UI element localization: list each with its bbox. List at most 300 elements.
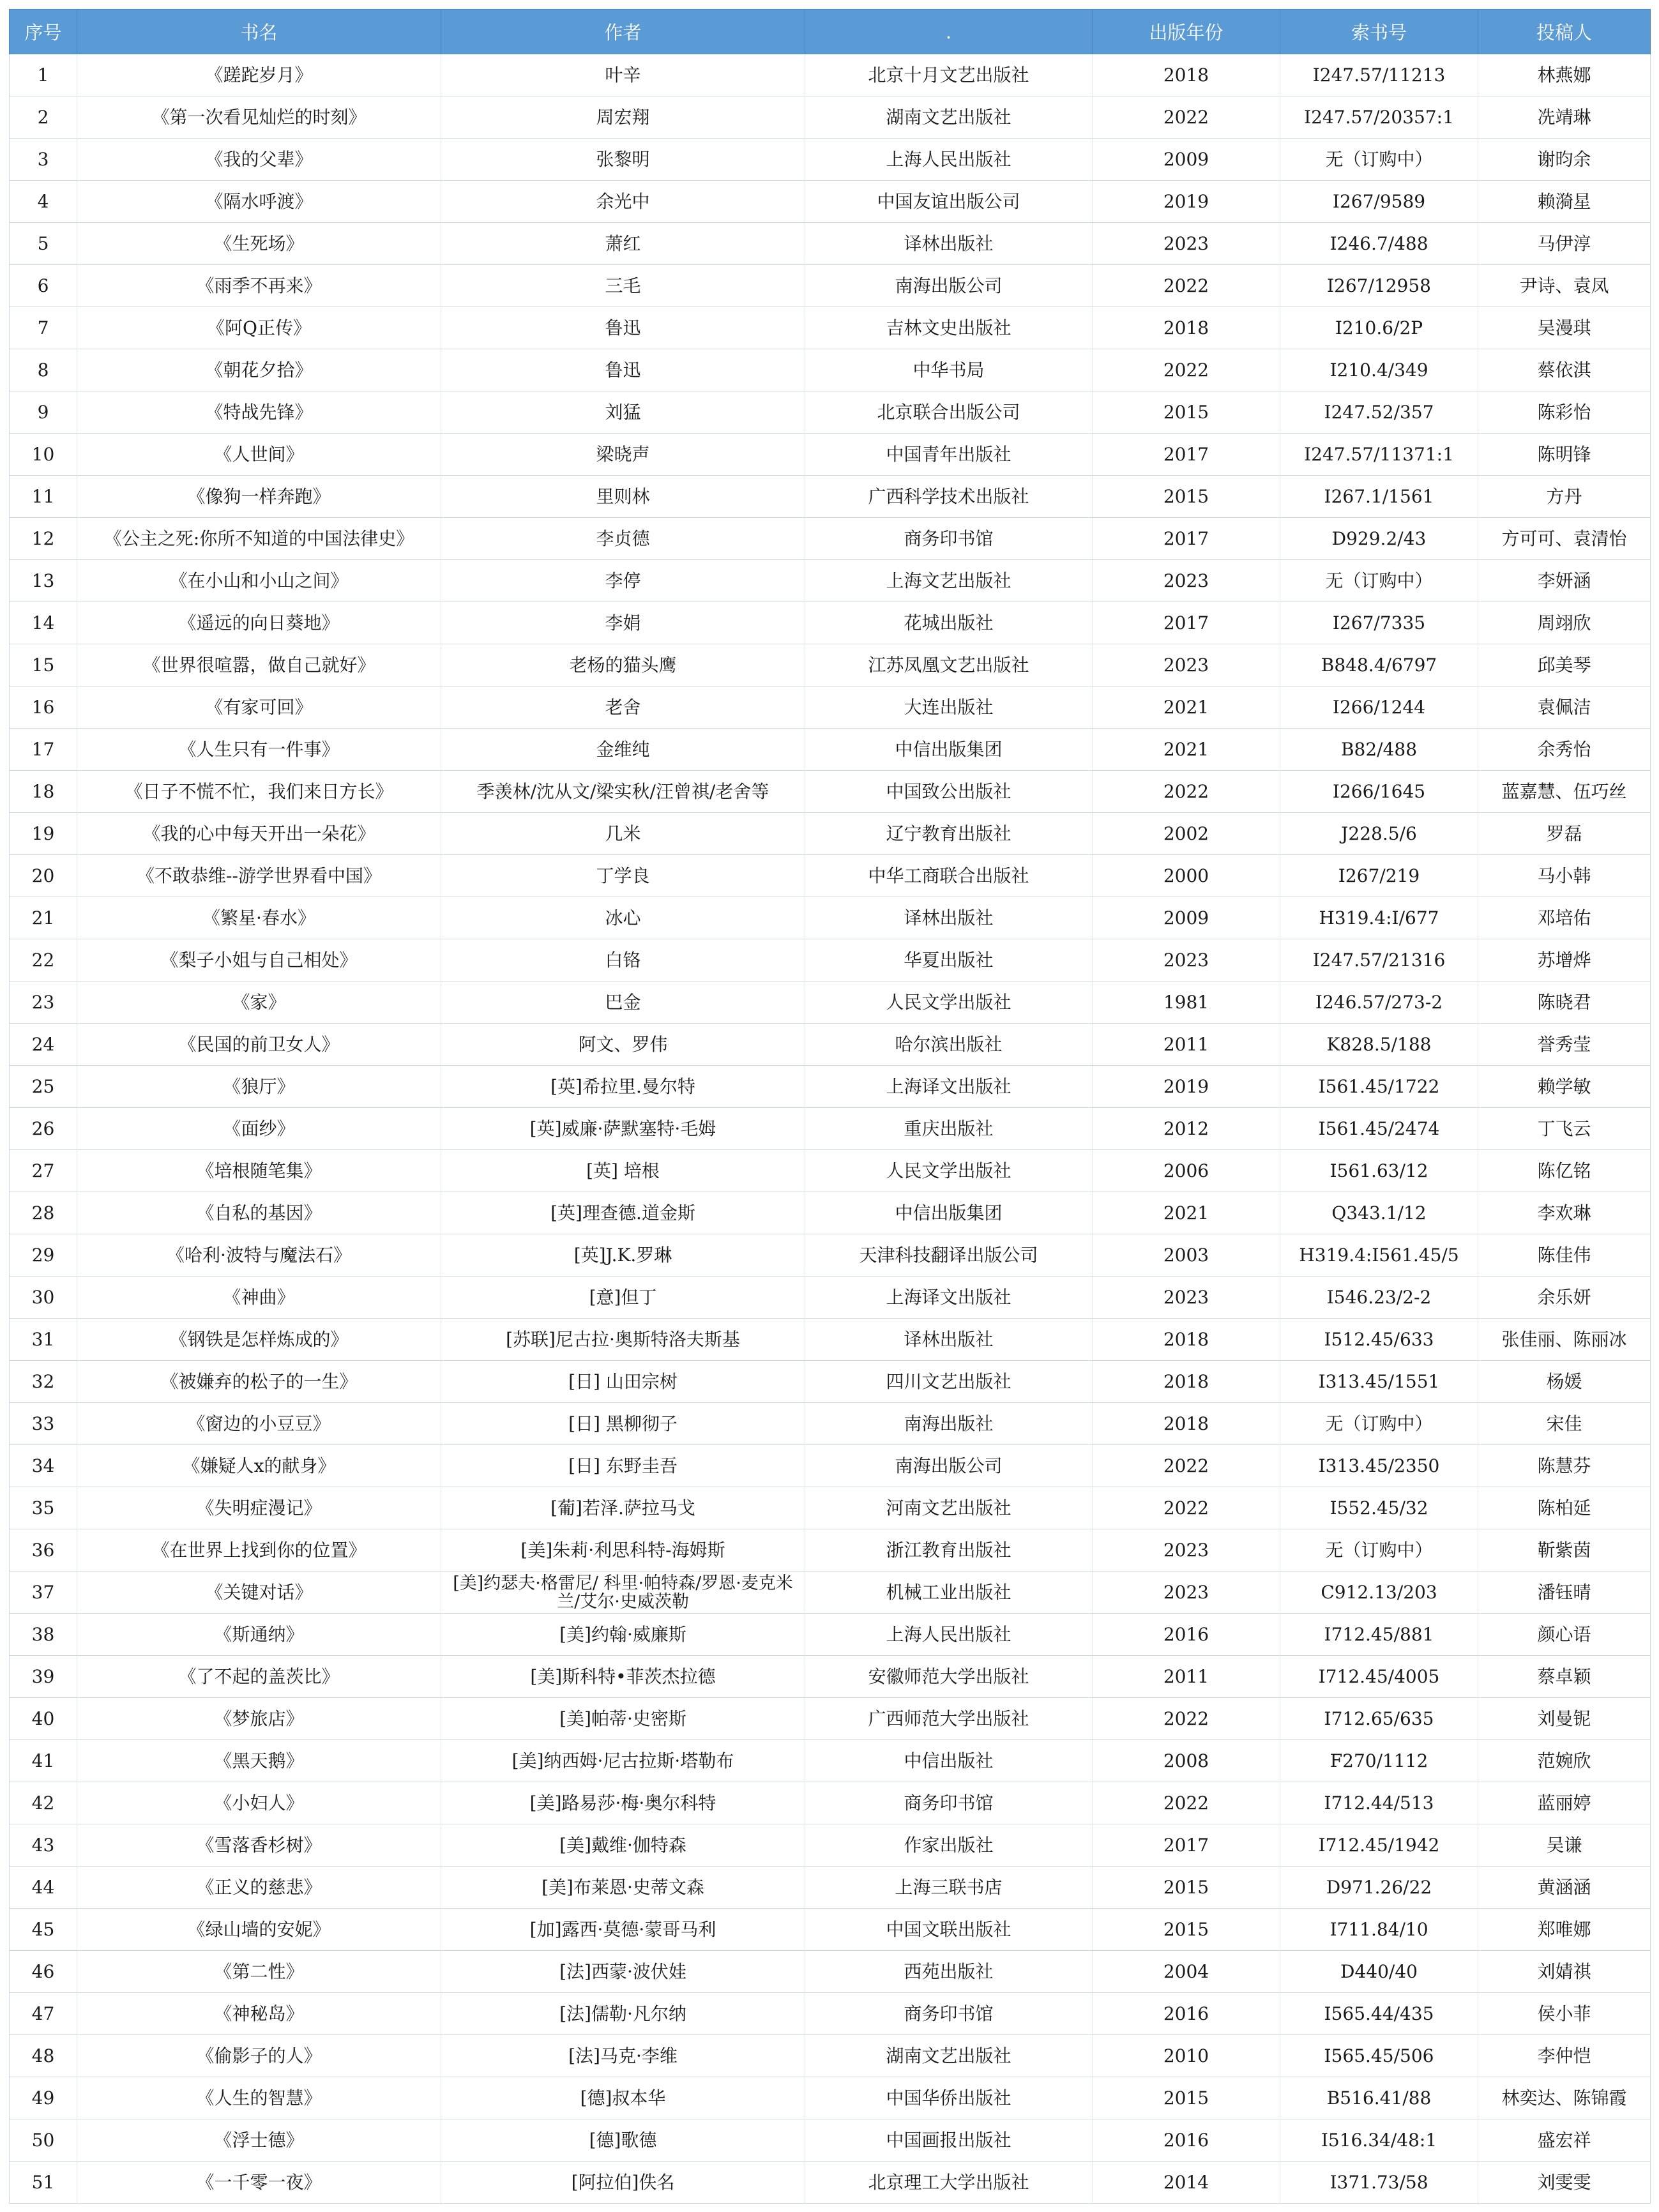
call-number-cell[interactable]: I711.84/10 [1280, 1909, 1478, 1951]
title-cell[interactable]: 《面纱》 [77, 1108, 441, 1150]
index-cell[interactable]: 8 [10, 349, 77, 391]
author-cell[interactable]: [法]儒勒·凡尔纳 [441, 1993, 805, 2035]
publisher-cell[interactable]: 大连出版社 [805, 686, 1093, 729]
year-cell[interactable]: 2010 [1093, 2035, 1280, 2077]
contributor-cell[interactable]: 郑唯娜 [1478, 1909, 1651, 1951]
contributor-cell[interactable]: 蓝丽婷 [1478, 1782, 1651, 1824]
publisher-cell[interactable]: 北京十月文艺出版社 [805, 54, 1093, 96]
contributor-cell[interactable]: 黄涵涵 [1478, 1867, 1651, 1909]
call-number-cell[interactable]: I210.4/349 [1280, 349, 1478, 391]
title-cell[interactable]: 《生死场》 [77, 223, 441, 265]
year-cell[interactable]: 2023 [1093, 644, 1280, 686]
publisher-cell[interactable]: 西苑出版社 [805, 1951, 1093, 1993]
contributor-cell[interactable]: 邱美琴 [1478, 644, 1651, 686]
publisher-cell[interactable]: 安徽师范大学出版社 [805, 1656, 1093, 1698]
contributor-cell[interactable]: 林奕达、陈锦霞 [1478, 2077, 1651, 2119]
index-cell[interactable]: 18 [10, 771, 77, 813]
call-number-cell[interactable]: I246.7/488 [1280, 223, 1478, 265]
header-cell-contributor[interactable]: 投稿人 [1478, 10, 1651, 54]
index-cell[interactable]: 6 [10, 265, 77, 307]
index-cell[interactable]: 48 [10, 2035, 77, 2077]
title-cell[interactable]: 《像狗一样奔跑》 [77, 476, 441, 518]
author-cell[interactable]: 刘猛 [441, 391, 805, 434]
contributor-cell[interactable]: 杨媛 [1478, 1361, 1651, 1403]
publisher-cell[interactable]: 中国青年出版社 [805, 434, 1093, 476]
contributor-cell[interactable]: 陈明锋 [1478, 434, 1651, 476]
contributor-cell[interactable]: 蔡卓颖 [1478, 1656, 1651, 1698]
year-cell[interactable]: 2023 [1093, 1276, 1280, 1319]
call-number-cell[interactable]: I565.45/506 [1280, 2035, 1478, 2077]
call-number-cell[interactable]: H319.4:I/677 [1280, 897, 1478, 939]
contributor-cell[interactable]: 陈彩怡 [1478, 391, 1651, 434]
contributor-cell[interactable]: 方丹 [1478, 476, 1651, 518]
call-number-cell[interactable]: I712.45/881 [1280, 1614, 1478, 1656]
title-cell[interactable]: 《正义的慈悲》 [77, 1867, 441, 1909]
author-cell[interactable]: [德]歌德 [441, 2119, 805, 2162]
year-cell[interactable]: 2022 [1093, 1487, 1280, 1529]
year-cell[interactable]: 2023 [1093, 1572, 1280, 1614]
year-cell[interactable]: 2009 [1093, 897, 1280, 939]
title-cell[interactable]: 《人世间》 [77, 434, 441, 476]
contributor-cell[interactable]: 李妍涵 [1478, 560, 1651, 602]
call-number-cell[interactable]: I561.45/1722 [1280, 1066, 1478, 1108]
author-cell[interactable]: [日] 东野圭吾 [441, 1445, 805, 1487]
contributor-cell[interactable]: 马伊淳 [1478, 223, 1651, 265]
index-cell[interactable]: 13 [10, 560, 77, 602]
author-cell[interactable]: 季羡林/沈从文/梁实秋/汪曾祺/老舍等 [441, 771, 805, 813]
index-cell[interactable]: 16 [10, 686, 77, 729]
year-cell[interactable]: 2023 [1093, 939, 1280, 981]
call-number-cell[interactable]: B82/488 [1280, 729, 1478, 771]
title-cell[interactable]: 《世界很喧嚣，做自己就好》 [77, 644, 441, 686]
call-number-cell[interactable]: F270/1112 [1280, 1740, 1478, 1782]
call-number-cell[interactable]: I266/1645 [1280, 771, 1478, 813]
call-number-cell[interactable]: I313.45/2350 [1280, 1445, 1478, 1487]
index-cell[interactable]: 21 [10, 897, 77, 939]
title-cell[interactable]: 《第二性》 [77, 1951, 441, 1993]
publisher-cell[interactable]: 四川文艺出版社 [805, 1361, 1093, 1403]
author-cell[interactable]: [苏联]尼古拉·奥斯特洛夫斯基 [441, 1319, 805, 1361]
call-number-cell[interactable]: I247.57/20357:1 [1280, 96, 1478, 139]
contributor-cell[interactable]: 罗磊 [1478, 813, 1651, 855]
contributor-cell[interactable]: 吴谦 [1478, 1824, 1651, 1867]
year-cell[interactable]: 2023 [1093, 223, 1280, 265]
year-cell[interactable]: 2022 [1093, 349, 1280, 391]
publisher-cell[interactable]: 湖南文艺出版社 [805, 96, 1093, 139]
header-cell-title[interactable]: 书名 [77, 10, 441, 54]
index-cell[interactable]: 22 [10, 939, 77, 981]
call-number-cell[interactable]: I247.57/21316 [1280, 939, 1478, 981]
call-number-cell[interactable]: B848.4/6797 [1280, 644, 1478, 686]
index-cell[interactable]: 9 [10, 391, 77, 434]
index-cell[interactable]: 2 [10, 96, 77, 139]
index-cell[interactable]: 5 [10, 223, 77, 265]
contributor-cell[interactable]: 冼靖琳 [1478, 96, 1651, 139]
index-cell[interactable]: 12 [10, 518, 77, 560]
header-cell-index[interactable]: 序号 [10, 10, 77, 54]
author-cell[interactable]: 李贞德 [441, 518, 805, 560]
year-cell[interactable]: 2016 [1093, 1993, 1280, 2035]
contributor-cell[interactable]: 苏增烨 [1478, 939, 1651, 981]
call-number-cell[interactable]: I552.45/32 [1280, 1487, 1478, 1529]
call-number-cell[interactable]: D929.2/43 [1280, 518, 1478, 560]
year-cell[interactable]: 2017 [1093, 518, 1280, 560]
author-cell[interactable]: 老杨的猫头鹰 [441, 644, 805, 686]
index-cell[interactable]: 47 [10, 1993, 77, 2035]
title-cell[interactable]: 《公主之死:你所不知道的中国法律史》 [77, 518, 441, 560]
index-cell[interactable]: 14 [10, 602, 77, 644]
index-cell[interactable]: 43 [10, 1824, 77, 1867]
contributor-cell[interactable]: 宋佳 [1478, 1403, 1651, 1445]
contributor-cell[interactable]: 靳紫茵 [1478, 1529, 1651, 1572]
title-cell[interactable]: 《人生的智慧》 [77, 2077, 441, 2119]
index-cell[interactable]: 3 [10, 139, 77, 181]
title-cell[interactable]: 《嫌疑人x的献身》 [77, 1445, 441, 1487]
contributor-cell[interactable]: 范婉欣 [1478, 1740, 1651, 1782]
year-cell[interactable]: 2023 [1093, 560, 1280, 602]
publisher-cell[interactable]: 广西师范大学出版社 [805, 1698, 1093, 1740]
year-cell[interactable]: 2018 [1093, 1319, 1280, 1361]
publisher-cell[interactable]: 中华书局 [805, 349, 1093, 391]
call-number-cell[interactable]: I516.34/48:1 [1280, 2119, 1478, 2162]
author-cell[interactable]: [德]叔本华 [441, 2077, 805, 2119]
index-cell[interactable]: 49 [10, 2077, 77, 2119]
year-cell[interactable]: 2017 [1093, 434, 1280, 476]
header-cell-year[interactable]: 出版年份 [1093, 10, 1280, 54]
year-cell[interactable]: 2012 [1093, 1108, 1280, 1150]
index-cell[interactable]: 27 [10, 1150, 77, 1192]
index-cell[interactable]: 51 [10, 2162, 77, 2204]
title-cell[interactable]: 《阿Q正传》 [77, 307, 441, 349]
author-cell[interactable]: [日] 山田宗树 [441, 1361, 805, 1403]
author-cell[interactable]: [英]J.K.罗琳 [441, 1234, 805, 1276]
author-cell[interactable]: 里则林 [441, 476, 805, 518]
publisher-cell[interactable]: 南海出版社 [805, 1403, 1093, 1445]
publisher-cell[interactable]: 华夏出版社 [805, 939, 1093, 981]
index-cell[interactable]: 29 [10, 1234, 77, 1276]
title-cell[interactable]: 《被嫌弃的松子的一生》 [77, 1361, 441, 1403]
call-number-cell[interactable]: I247.52/357 [1280, 391, 1478, 434]
call-number-cell[interactable]: B516.41/88 [1280, 2077, 1478, 2119]
publisher-cell[interactable]: 江苏凤凰文艺出版社 [805, 644, 1093, 686]
publisher-cell[interactable]: 商务印书馆 [805, 518, 1093, 560]
author-cell[interactable]: [美]纳西姆·尼古拉斯·塔勒布 [441, 1740, 805, 1782]
year-cell[interactable]: 2018 [1093, 1403, 1280, 1445]
contributor-cell[interactable]: 蔡依淇 [1478, 349, 1651, 391]
author-cell[interactable]: 张黎明 [441, 139, 805, 181]
contributor-cell[interactable]: 李欢琳 [1478, 1192, 1651, 1234]
title-cell[interactable]: 《绿山墙的安妮》 [77, 1909, 441, 1951]
publisher-cell[interactable]: 上海译文出版社 [805, 1066, 1093, 1108]
author-cell[interactable]: [意]但丁 [441, 1276, 805, 1319]
author-cell[interactable]: 冰心 [441, 897, 805, 939]
year-cell[interactable]: 2021 [1093, 1192, 1280, 1234]
author-cell[interactable]: 三毛 [441, 265, 805, 307]
index-cell[interactable]: 25 [10, 1066, 77, 1108]
contributor-cell[interactable]: 盛宏祥 [1478, 2119, 1651, 2162]
call-number-cell[interactable]: I712.65/635 [1280, 1698, 1478, 1740]
index-cell[interactable]: 10 [10, 434, 77, 476]
index-cell[interactable]: 35 [10, 1487, 77, 1529]
contributor-cell[interactable]: 刘曼铌 [1478, 1698, 1651, 1740]
publisher-cell[interactable]: 南海出版公司 [805, 265, 1093, 307]
title-cell[interactable]: 《我的父辈》 [77, 139, 441, 181]
year-cell[interactable]: 2022 [1093, 96, 1280, 139]
title-cell[interactable]: 《第一次看见灿烂的时刻》 [77, 96, 441, 139]
call-number-cell[interactable]: I267/219 [1280, 855, 1478, 897]
index-cell[interactable]: 31 [10, 1319, 77, 1361]
index-cell[interactable]: 46 [10, 1951, 77, 1993]
title-cell[interactable]: 《不敢恭维--游学世界看中国》 [77, 855, 441, 897]
publisher-cell[interactable]: 上海人民出版社 [805, 139, 1093, 181]
index-cell[interactable]: 4 [10, 181, 77, 223]
author-cell[interactable]: 余光中 [441, 181, 805, 223]
year-cell[interactable]: 2018 [1093, 307, 1280, 349]
title-cell[interactable]: 《蹉跎岁月》 [77, 54, 441, 96]
publisher-cell[interactable]: 商务印书馆 [805, 1782, 1093, 1824]
year-cell[interactable]: 2017 [1093, 602, 1280, 644]
index-cell[interactable]: 1 [10, 54, 77, 96]
call-number-cell[interactable]: C912.13/203 [1280, 1572, 1478, 1614]
contributor-cell[interactable]: 谢昀余 [1478, 139, 1651, 181]
title-cell[interactable]: 《朝花夕拾》 [77, 349, 441, 391]
call-number-cell[interactable]: I267/9589 [1280, 181, 1478, 223]
index-cell[interactable]: 30 [10, 1276, 77, 1319]
index-cell[interactable]: 20 [10, 855, 77, 897]
contributor-cell[interactable]: 刘婧祺 [1478, 1951, 1651, 1993]
year-cell[interactable]: 2015 [1093, 391, 1280, 434]
author-cell[interactable]: [美]戴维·伽特森 [441, 1824, 805, 1867]
author-cell[interactable]: [美]布莱恩·史蒂文森 [441, 1867, 805, 1909]
title-cell[interactable]: 《黑天鹅》 [77, 1740, 441, 1782]
header-cell-author[interactable]: 作者 [441, 10, 805, 54]
publisher-cell[interactable]: 上海人民出版社 [805, 1614, 1093, 1656]
publisher-cell[interactable]: 译林出版社 [805, 1319, 1093, 1361]
author-cell[interactable]: [美]朱莉·利思科特-海姆斯 [441, 1529, 805, 1572]
call-number-cell[interactable]: 无（订购中） [1280, 1403, 1478, 1445]
publisher-cell[interactable]: 中国文联出版社 [805, 1909, 1093, 1951]
year-cell[interactable]: 2009 [1093, 139, 1280, 181]
publisher-cell[interactable]: 哈尔滨出版社 [805, 1024, 1093, 1066]
year-cell[interactable]: 2019 [1093, 1066, 1280, 1108]
publisher-cell[interactable]: 上海译文出版社 [805, 1276, 1093, 1319]
index-cell[interactable]: 28 [10, 1192, 77, 1234]
publisher-cell[interactable]: 广西科学技术出版社 [805, 476, 1093, 518]
publisher-cell[interactable]: 吉林文史出版社 [805, 307, 1093, 349]
author-cell[interactable]: [美]约瑟夫·格雷尼/ 科里·帕特森/罗恩·麦克米兰/艾尔·史威茨勒 [441, 1572, 805, 1614]
year-cell[interactable]: 2015 [1093, 2077, 1280, 2119]
title-cell[interactable]: 《民国的前卫女人》 [77, 1024, 441, 1066]
contributor-cell[interactable]: 陈慧芬 [1478, 1445, 1651, 1487]
contributor-cell[interactable]: 邓培佑 [1478, 897, 1651, 939]
publisher-cell[interactable]: 人民文学出版社 [805, 981, 1093, 1024]
title-cell[interactable]: 《钢铁是怎样炼成的》 [77, 1319, 441, 1361]
contributor-cell[interactable]: 吴漫琪 [1478, 307, 1651, 349]
title-cell[interactable]: 《一千零一夜》 [77, 2162, 441, 2204]
title-cell[interactable]: 《繁星·春水》 [77, 897, 441, 939]
author-cell[interactable]: 李停 [441, 560, 805, 602]
index-cell[interactable]: 17 [10, 729, 77, 771]
publisher-cell[interactable]: 中华工商联合出版社 [805, 855, 1093, 897]
year-cell[interactable]: 2016 [1093, 1614, 1280, 1656]
title-cell[interactable]: 《有家可回》 [77, 686, 441, 729]
title-cell[interactable]: 《自私的基因》 [77, 1192, 441, 1234]
year-cell[interactable]: 2002 [1093, 813, 1280, 855]
call-number-cell[interactable]: I712.45/4005 [1280, 1656, 1478, 1698]
index-cell[interactable]: 23 [10, 981, 77, 1024]
contributor-cell[interactable]: 尹诗、袁凤 [1478, 265, 1651, 307]
author-cell[interactable]: [英] 培根 [441, 1150, 805, 1192]
contributor-cell[interactable]: 蓝嘉慧、伍巧丝 [1478, 771, 1651, 813]
author-cell[interactable]: [加]露西·莫德·蒙哥马利 [441, 1909, 805, 1951]
contributor-cell[interactable]: 赖漪星 [1478, 181, 1651, 223]
year-cell[interactable]: 2022 [1093, 1782, 1280, 1824]
author-cell[interactable]: 鲁迅 [441, 349, 805, 391]
contributor-cell[interactable]: 余乐妍 [1478, 1276, 1651, 1319]
call-number-cell[interactable]: Q343.1/12 [1280, 1192, 1478, 1234]
contributor-cell[interactable]: 刘雯雯 [1478, 2162, 1651, 2204]
title-cell[interactable]: 《隔水呼渡》 [77, 181, 441, 223]
publisher-cell[interactable]: 浙江教育出版社 [805, 1529, 1093, 1572]
call-number-cell[interactable]: H319.4:I561.45/5 [1280, 1234, 1478, 1276]
call-number-cell[interactable]: I512.45/633 [1280, 1319, 1478, 1361]
year-cell[interactable]: 2022 [1093, 1445, 1280, 1487]
publisher-cell[interactable]: 中国致公出版社 [805, 771, 1093, 813]
call-number-cell[interactable]: K828.5/188 [1280, 1024, 1478, 1066]
call-number-cell[interactable]: I267.1/1561 [1280, 476, 1478, 518]
index-cell[interactable]: 37 [10, 1572, 77, 1614]
index-cell[interactable]: 42 [10, 1782, 77, 1824]
header-cell-publisher[interactable]: . [805, 10, 1093, 54]
call-number-cell[interactable]: D440/40 [1280, 1951, 1478, 1993]
index-cell[interactable]: 44 [10, 1867, 77, 1909]
title-cell[interactable]: 《梦旅店》 [77, 1698, 441, 1740]
publisher-cell[interactable]: 中信出版社 [805, 1740, 1093, 1782]
publisher-cell[interactable]: 上海文艺出版社 [805, 560, 1093, 602]
contributor-cell[interactable]: 陈晓君 [1478, 981, 1651, 1024]
contributor-cell[interactable]: 颜心语 [1478, 1614, 1651, 1656]
author-cell[interactable]: [英]理查德.道金斯 [441, 1192, 805, 1234]
author-cell[interactable]: 白铬 [441, 939, 805, 981]
index-cell[interactable]: 39 [10, 1656, 77, 1698]
title-cell[interactable]: 《哈利·波特与魔法石》 [77, 1234, 441, 1276]
author-cell[interactable]: 梁晓声 [441, 434, 805, 476]
title-cell[interactable]: 《日子不慌不忙，我们来日方长》 [77, 771, 441, 813]
contributor-cell[interactable]: 张佳丽、陈丽冰 [1478, 1319, 1651, 1361]
index-cell[interactable]: 33 [10, 1403, 77, 1445]
index-cell[interactable]: 45 [10, 1909, 77, 1951]
title-cell[interactable]: 《我的心中每天开出一朵花》 [77, 813, 441, 855]
year-cell[interactable]: 2016 [1093, 2119, 1280, 2162]
author-cell[interactable]: [葡]若泽.萨拉马戈 [441, 1487, 805, 1529]
author-cell[interactable]: 萧红 [441, 223, 805, 265]
title-cell[interactable]: 《特战先锋》 [77, 391, 441, 434]
publisher-cell[interactable]: 南海出版公司 [805, 1445, 1093, 1487]
title-cell[interactable]: 《关键对话》 [77, 1572, 441, 1614]
call-number-cell[interactable]: I313.45/1551 [1280, 1361, 1478, 1403]
title-cell[interactable]: 《失明症漫记》 [77, 1487, 441, 1529]
publisher-cell[interactable]: 湖南文艺出版社 [805, 2035, 1093, 2077]
publisher-cell[interactable]: 译林出版社 [805, 897, 1093, 939]
year-cell[interactable]: 2018 [1093, 1361, 1280, 1403]
title-cell[interactable]: 《在世界上找到你的位置》 [77, 1529, 441, 1572]
call-number-cell[interactable]: J228.5/6 [1280, 813, 1478, 855]
contributor-cell[interactable]: 马小韩 [1478, 855, 1651, 897]
contributor-cell[interactable]: 方可可、袁清怡 [1478, 518, 1651, 560]
publisher-cell[interactable]: 天津科技翻译出版公司 [805, 1234, 1093, 1276]
contributor-cell[interactable]: 陈亿铭 [1478, 1150, 1651, 1192]
author-cell[interactable]: [法]西蒙·波伏娃 [441, 1951, 805, 1993]
publisher-cell[interactable]: 译林出版社 [805, 223, 1093, 265]
year-cell[interactable]: 2006 [1093, 1150, 1280, 1192]
publisher-cell[interactable]: 中国华侨出版社 [805, 2077, 1093, 2119]
author-cell[interactable]: [英]希拉里.曼尔特 [441, 1066, 805, 1108]
call-number-cell[interactable]: I247.57/11371:1 [1280, 434, 1478, 476]
index-cell[interactable]: 41 [10, 1740, 77, 1782]
year-cell[interactable]: 2021 [1093, 729, 1280, 771]
publisher-cell[interactable]: 北京理工大学出版社 [805, 2162, 1093, 2204]
author-cell[interactable]: [美]帕蒂·史密斯 [441, 1698, 805, 1740]
year-cell[interactable]: 2017 [1093, 1824, 1280, 1867]
header-cell-call-number[interactable]: 索书号 [1280, 10, 1478, 54]
author-cell[interactable]: [日] 黑柳彻子 [441, 1403, 805, 1445]
publisher-cell[interactable]: 中国画报出版社 [805, 2119, 1093, 2162]
title-cell[interactable]: 《偷影子的人》 [77, 2035, 441, 2077]
author-cell[interactable]: 周宏翔 [441, 96, 805, 139]
year-cell[interactable]: 2023 [1093, 1529, 1280, 1572]
publisher-cell[interactable]: 河南文艺出版社 [805, 1487, 1093, 1529]
year-cell[interactable]: 2021 [1093, 686, 1280, 729]
index-cell[interactable]: 15 [10, 644, 77, 686]
year-cell[interactable]: 2019 [1093, 181, 1280, 223]
author-cell[interactable]: 叶辛 [441, 54, 805, 96]
title-cell[interactable]: 《培根随笔集》 [77, 1150, 441, 1192]
author-cell[interactable]: [法]马克·李维 [441, 2035, 805, 2077]
contributor-cell[interactable]: 陈佳伟 [1478, 1234, 1651, 1276]
index-cell[interactable]: 32 [10, 1361, 77, 1403]
year-cell[interactable]: 2022 [1093, 265, 1280, 307]
title-cell[interactable]: 《斯通纳》 [77, 1614, 441, 1656]
call-number-cell[interactable]: I266/1244 [1280, 686, 1478, 729]
author-cell[interactable]: [美]斯科特•菲茨杰拉德 [441, 1656, 805, 1698]
author-cell[interactable]: 巴金 [441, 981, 805, 1024]
title-cell[interactable]: 《梨子小姐与自己相处》 [77, 939, 441, 981]
call-number-cell[interactable]: I267/7335 [1280, 602, 1478, 644]
title-cell[interactable]: 《人生只有一件事》 [77, 729, 441, 771]
author-cell[interactable]: 鲁迅 [441, 307, 805, 349]
index-cell[interactable]: 7 [10, 307, 77, 349]
title-cell[interactable]: 《神秘岛》 [77, 1993, 441, 2035]
publisher-cell[interactable]: 中信出版集团 [805, 729, 1093, 771]
call-number-cell[interactable]: I561.63/12 [1280, 1150, 1478, 1192]
year-cell[interactable]: 2011 [1093, 1656, 1280, 1698]
index-cell[interactable]: 11 [10, 476, 77, 518]
contributor-cell[interactable]: 潘钰晴 [1478, 1572, 1651, 1614]
year-cell[interactable]: 2018 [1093, 54, 1280, 96]
call-number-cell[interactable]: I371.73/58 [1280, 2162, 1478, 2204]
contributor-cell[interactable]: 袁佩洁 [1478, 686, 1651, 729]
call-number-cell[interactable]: I247.57/11213 [1280, 54, 1478, 96]
publisher-cell[interactable]: 重庆出版社 [805, 1108, 1093, 1150]
publisher-cell[interactable]: 中信出版集团 [805, 1192, 1093, 1234]
title-cell[interactable]: 《雨季不再来》 [77, 265, 441, 307]
author-cell[interactable]: 老舍 [441, 686, 805, 729]
call-number-cell[interactable]: I561.45/2474 [1280, 1108, 1478, 1150]
call-number-cell[interactable]: I712.44/513 [1280, 1782, 1478, 1824]
title-cell[interactable]: 《狼厅》 [77, 1066, 441, 1108]
year-cell[interactable]: 2015 [1093, 1909, 1280, 1951]
publisher-cell[interactable]: 机械工业出版社 [805, 1572, 1093, 1614]
